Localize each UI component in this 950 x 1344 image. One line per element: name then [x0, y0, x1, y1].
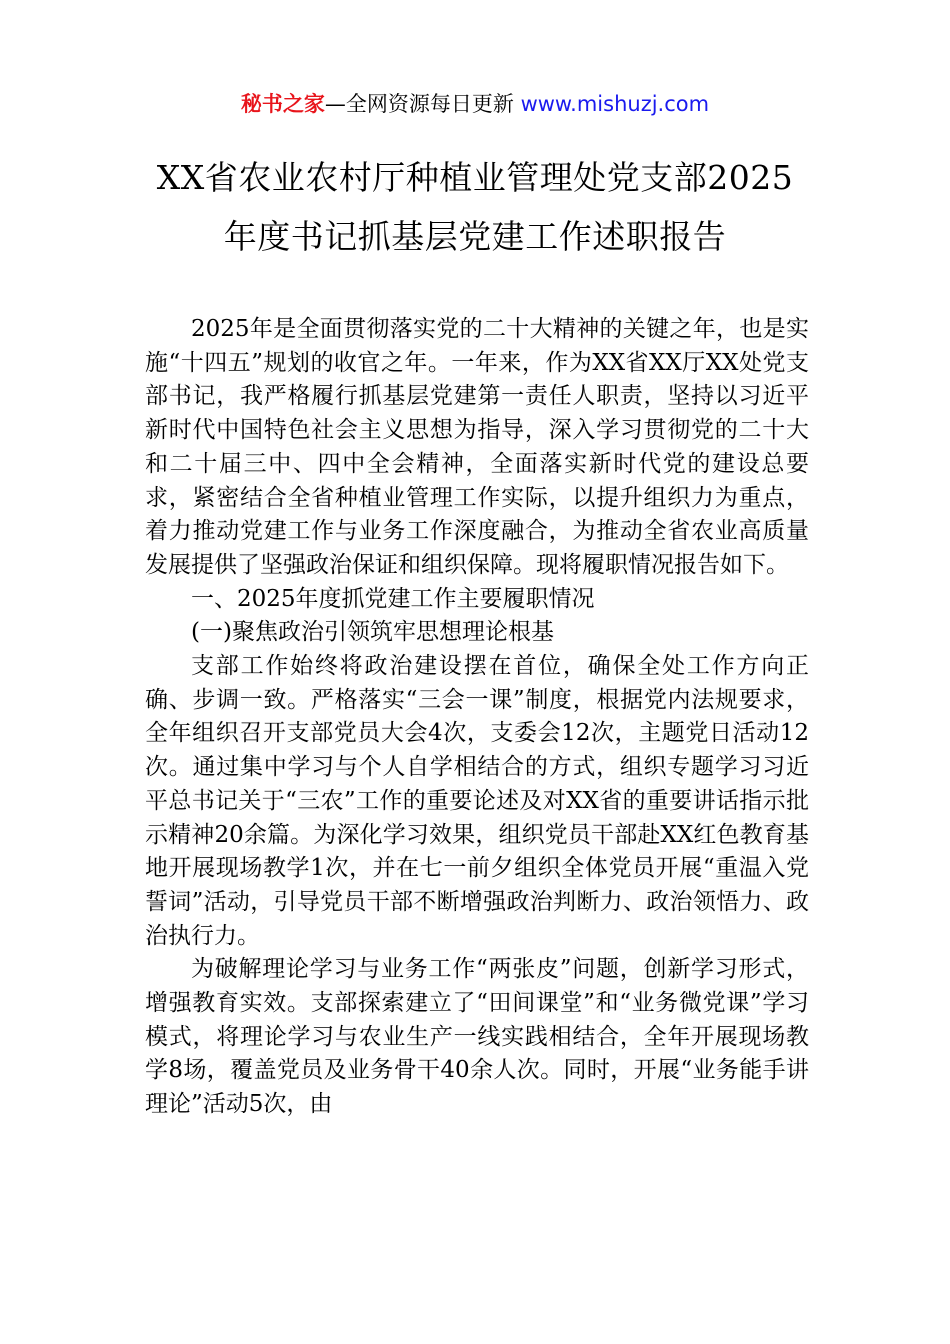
body-paragraph: 支部工作始终将政治建设摆在首位，确保全处工作方向正确、步调一致。严格落实“三会一课”制度，根据党内法规要求，全年组织召开支部党员大会4次，支委会12次，主题党日活动12次。通过集中学习与个人自学相结合的方式，组织专题学习习近平总书记关于“三农”工作的重要论述及对XX省的重要讲话指示批示精神20余篇。为深化学习效果，组织党员干部赴XX红色教育基地开展现场教学1次，并在七一前夕组织全体党员开展“重温入党誓词”活动，引导党员干部不断增强政治判断力、政治领悟力、政治执行力。 [145, 653, 809, 949]
body-paragraph: 为破解理论学习与业务工作“两张皮”问题，创新学习形式，增强教育实效。支部探索建立了“田间课堂”和“业务微党课”学习模式，将理论学习与农业生产一线实践相结合，全年开展现场教学8场，覆盖党员及业务骨干40余人次。同时，开展“业务能手讲理论”活动5次，由 [145, 956, 809, 1118]
site-url-link[interactable]: www.mishuzj.com [520, 92, 710, 116]
section-heading-1: 一、2025年度抓党建工作主要履职情况 [191, 585, 595, 612]
document-title [130, 148, 820, 266]
title-line-2: 年度书记抓基层党建工作述职报告 [223, 217, 727, 256]
title-line-1: XX省农业农村厅种植业管理处党支部2025 [156, 158, 794, 197]
brand-name: 秘书之家 [240, 92, 325, 116]
header-tagline: —全网资源每日更新 [324, 92, 521, 116]
subsection-heading-1: (一)聚焦政治引领筑牢思想理论根基 [191, 619, 554, 646]
site-header [0, 88, 950, 120]
intro-paragraph: 2025年是全面贯彻落实党的二十大精神的关键之年，也是实施“十四五”规划的收官之年。一年来，作为XX省XX厅XX处党支部书记，我严格履行抓基层党建第一责任人职责，坚持以习近平新时代中国特色社会主义思想为指导，深入学习贯彻党的二十大和二十届三中、四中全会精神，全面落实新时代党的建设总要求，紧密结合全省种植业管理工作实际，以提升组织力为重点，着力推动党建工作与业务工作深度融合，为推动全省农业高质量发展提供了坚强政治保证和组织保障。现将履职情况报告如下。 [145, 316, 809, 578]
document-body [145, 313, 809, 1122]
